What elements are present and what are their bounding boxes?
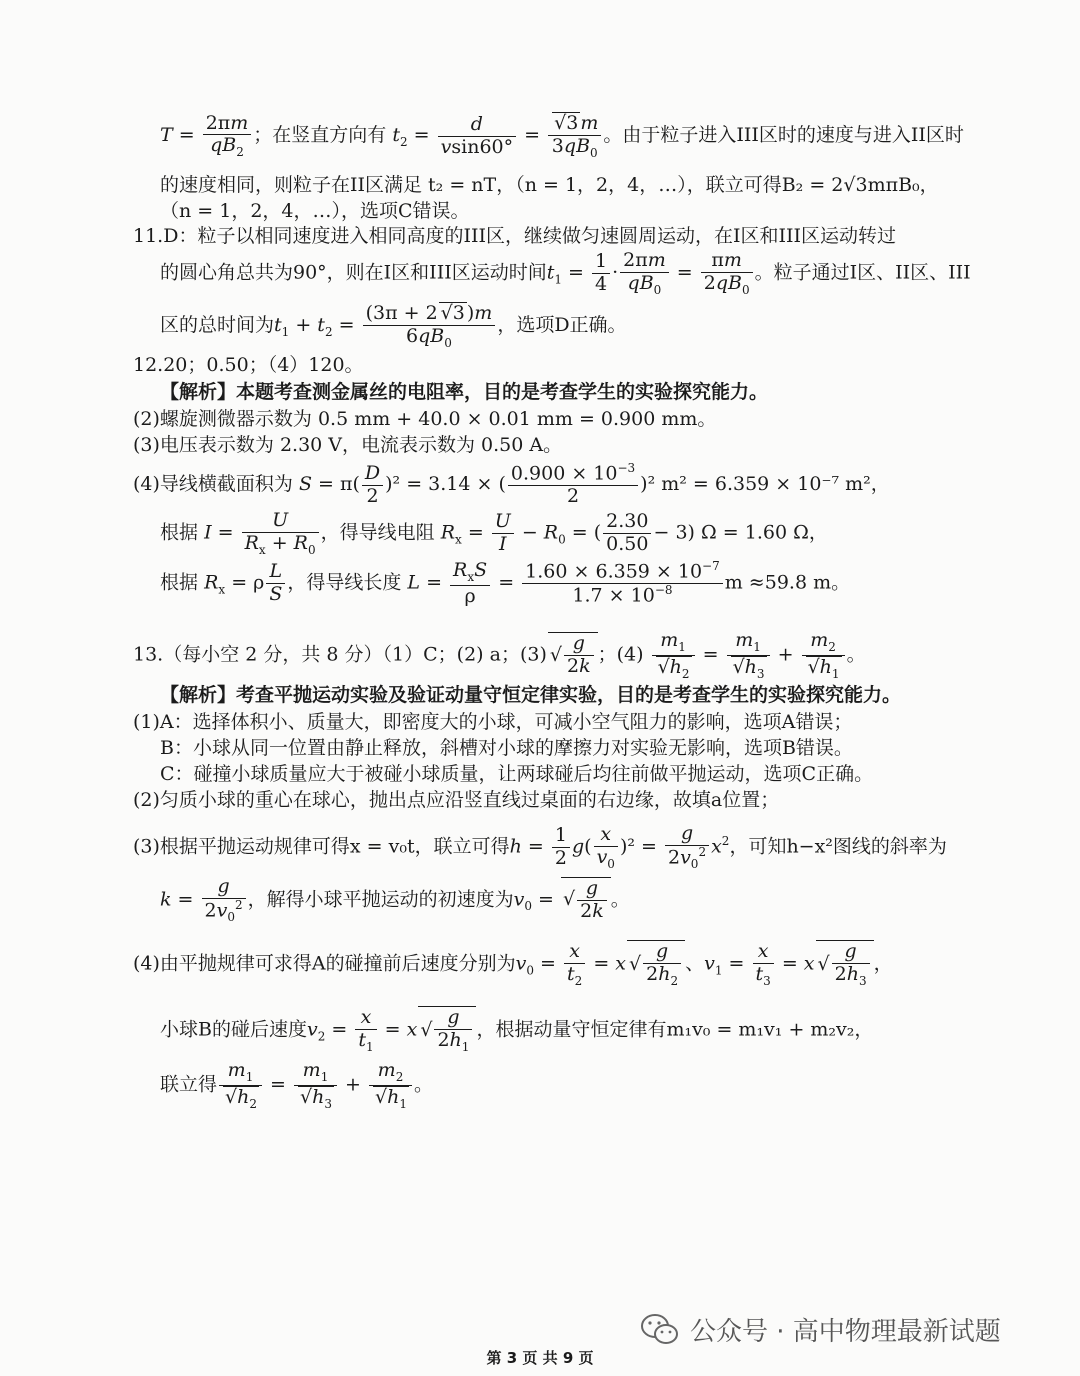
eq-line-20: (3)根据平抛运动规律可得x = v₀t，联立可得h = $\frac{1}{2}$ g( $\frac{x}{v_0}$ )² = $\frac{g}{2v_0^2}$ $x^2$，可知h−x²图线的斜率为 <box>133 822 947 871</box>
text-line-16: (1)A：选择体积小、质量大，即密度大的小球，可减小空气阻力的影响，选项A错误； <box>133 711 853 733</box>
text-line-19: (2)匀质小球的重心在球心，抛出点应沿竖直线过桌面的右边缘，故填a位置； <box>133 789 780 811</box>
eq-line-11: (4)导线横截面积为 S = π( $\frac{D}{2}$ )² = 3.14 × ( $\frac{0.900 \times 10^{-3}}{2}$ )² m² = 6.359 × 10⁻⁷ m²， <box>133 461 890 508</box>
eq-line-14: 13.（每小空 2 分，共 8 分）（1）C；(2) a；(3)√ $\frac{g}{2k}$ ；(4) $m_1$ √ $h_2$ = $m_1$ √ $h_3$ + $m_2$ √ $h_1$ 。 <box>133 630 866 681</box>
eq-line-24: 联立得 $m_1$ √ $h_2$ = $m_1$ √ $h_3$ + $m_2$ √ $h_1$ 。 <box>160 1060 433 1111</box>
eq-line-21: k = $\frac{g}{2v_0^2}$ ，解得小球平抛运动的初速度为$v_0$ = √ $\frac{g}{2k}$ 。 <box>160 876 630 925</box>
eq-line-22: (4)由平抛规律可求得A的碰撞前后速度分别为$v_0$ = $\frac{x}{t_2}$ = x√ $\frac{g}{2h_2}$ 、$v_1$ = $\frac{x}{t_3}$ = x√ $\frac{g}{2h_3}$ ， <box>133 940 893 988</box>
watermark-text: 公众号 · 高中物理最新试题 <box>690 1317 1001 1347</box>
text-line-9: (2)螺旋测微器示数为 0.5 mm + 40.0 × 0.01 mm = 0.900 mm。 <box>133 408 717 430</box>
text-line-7: 12.20；0.50；（4）120。 <box>133 354 364 376</box>
analysis-heading-13: 【解析】考查平抛运动实验及验证动量守恒定律实验，目的是考查学生的实验探究能力。 <box>160 684 902 706</box>
eq-line-1: T = $\frac{2\pi m}{qB_2}$ ；在竖直方向有 $t_2$ = $\frac{d}{vsin60^\circ}$ = √ $\frac{3 m}{3qB_0}$ 。由于粒子进入III区时的速度与进入II区时 <box>160 112 964 160</box>
eq-line-23: 小球B的碰后速度$v_2$ = $\frac{x}{t_1}$ = x√ $\frac{g}{2h_1}$ ，根据动量守恒定律有m₁v₀ = m₁v₁ + m₂v₂， <box>160 1006 873 1054</box>
watermark <box>640 1311 1001 1348</box>
text-line-18: C：碰撞小球质量应大于被碰小球质量，让两球碰后均往前做平抛运动，选项C正确。 <box>160 763 874 785</box>
text-line-3: （n = 1，2，4，…），选项C错误。 <box>160 200 470 222</box>
eq-line-12: 根据 I = $\frac{U}{R_x + R_0}$ ，得导线电阻 $R_x$ = $\frac{U}{I}$ − $R_0$ = ( $\frac{2.30}{0.50}$ − 3) Ω = 1.60 Ω， <box>160 509 828 557</box>
eq-line-6: 区的总时间为$t_1 + t_2$ = $\frac{(3\pi + 2√ 3 )m}{6qB_0}$ ，选项D正确。 <box>160 302 627 350</box>
text-line-2: 的速度相同，则粒子在II区满足 t₂ = nT，（n = 1，2，4，…），联立可得B₂ = 2√3mπB₀， <box>160 174 939 196</box>
wechat-icon <box>640 1313 680 1347</box>
text-line-17: B：小球从同一位置由静止释放，斜槽对小球的摩擦力对实验无影响，选项B错误。 <box>160 737 853 759</box>
page-number: 第 3 页 共 9 页 <box>486 1349 594 1367</box>
text-line-10: (3)电压表示数为 2.30 V，电流表示数为 0.50 A。 <box>133 434 563 456</box>
text-line-4: 11.D：粒子以相同速度进入相同高度的III区，继续做匀速圆周运动，在I区和III区运动转过 <box>133 225 896 247</box>
eq-line-5: 的圆心角总共为90°，则在I区和III区运动时间$t_1$ = $\frac{1}{4}$ · $\frac{2\pi m}{qB_0}$ = $\frac{\pi m}{2qB_0}$ 。粒子通过I区、II区、III <box>160 249 971 297</box>
analysis-heading-12: 【解析】本题考查测金属丝的电阻率，目的是考查学生的实验探究能力。 <box>160 381 769 403</box>
eq-line-13: 根据 $R_x = \rho$ $\frac{L}{S}$ ，得导线长度 L = $\frac{R_xS}{\rho}$ = $\frac{1.60 \times 6.359 \times 10^{-7}}{1.7 \times 10^{-8}}$ m ≈59.8 m。 <box>160 559 851 607</box>
